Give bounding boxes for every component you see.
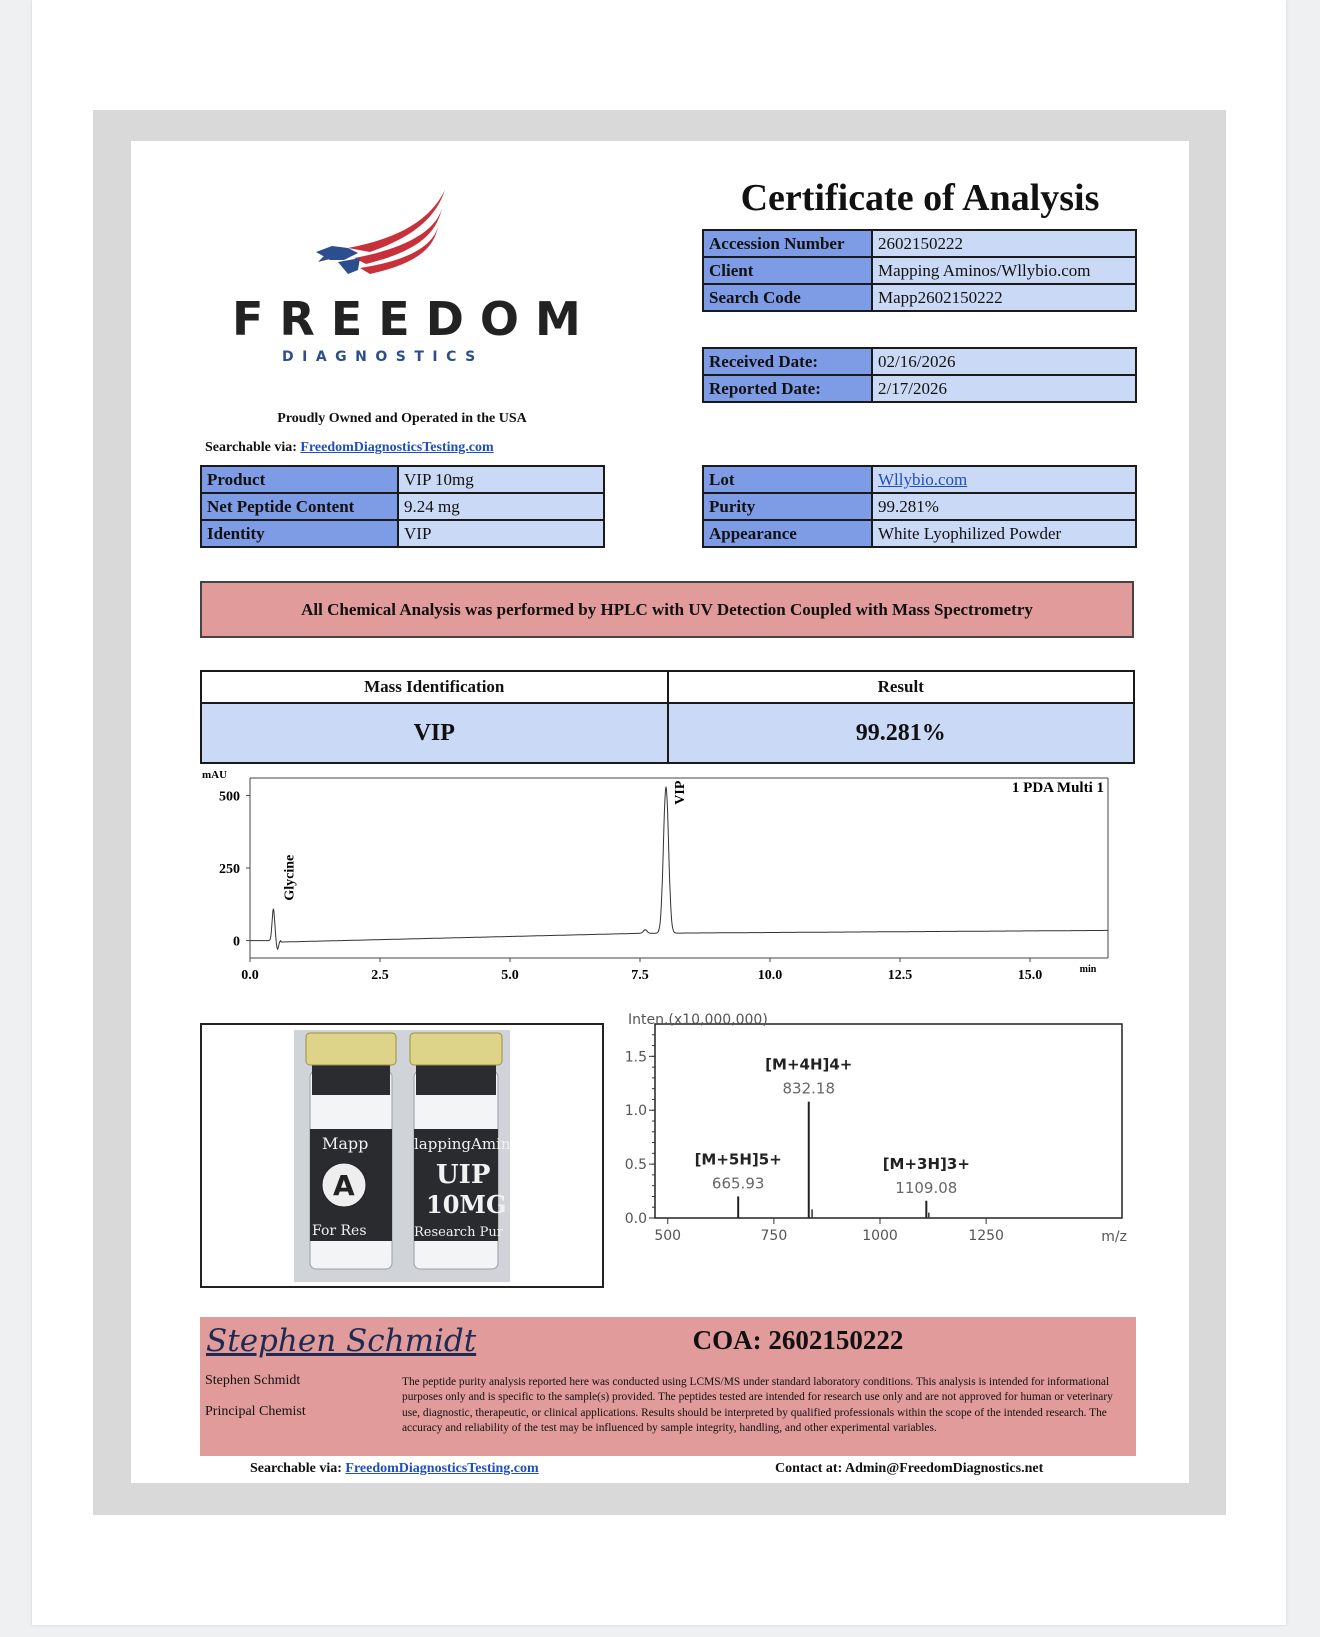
searchable-header — [205, 440, 494, 456]
chemist-name: Stephen Schmidt — [205, 1373, 301, 1388]
x-tick-label: 10.0 — [757, 968, 783, 983]
coa-number: COA: 2602150222 — [692, 1325, 904, 1355]
product-table — [200, 465, 605, 548]
table-row — [703, 520, 1136, 547]
peak-mz-label: 832.18 — [782, 1079, 836, 1098]
footer-searchable — [250, 1461, 539, 1477]
x-axis-label: min — [1079, 964, 1097, 975]
lot-table — [702, 465, 1137, 548]
table-row — [201, 520, 604, 547]
peak-label: Glycine — [282, 854, 298, 901]
peak-mz-label: 1109.08 — [895, 1178, 958, 1197]
result-header: Result — [668, 671, 1135, 703]
method-banner: All Chemical Analysis was performed by HPLC with UV Detection Coupled with Mass Spectrometry — [200, 581, 1134, 638]
table-key: Product — [201, 466, 398, 493]
vial-label-dose: 10MG — [426, 1190, 507, 1219]
table-key: Appearance — [703, 520, 872, 547]
result-table — [200, 670, 1135, 764]
logo-wordmark: FREEDOM — [232, 292, 597, 346]
table-value: VIP 10mg — [398, 466, 604, 493]
table-key: Received Date: — [703, 348, 872, 375]
table-value: White Lyophilized Powder — [872, 520, 1136, 547]
mass-identification-header: Mass Identification — [201, 671, 668, 703]
table-value: 02/16/2026 — [872, 348, 1136, 375]
footer-contact: Contact at: Admin@FreedomDiagnostics.net — [775, 1461, 1044, 1476]
table-key: Accession Number — [703, 230, 872, 257]
vial-label-brand: Mapp — [322, 1134, 369, 1153]
y-tick-label: 1.0 — [624, 1103, 647, 1120]
dates-table — [702, 347, 1137, 403]
peak-ion-label: [M+5H]5+ — [694, 1150, 782, 1169]
table-value: 9.24 mg — [398, 493, 604, 520]
peak-ion-label: [M+4H]4+ — [765, 1055, 853, 1074]
table-value: 99.281% — [872, 493, 1136, 520]
table-value — [872, 466, 1136, 493]
page-title: Certificate of Analysis — [740, 177, 1100, 219]
x-tick-label: 12.5 — [887, 968, 913, 983]
footer-searchable-label: Searchable via: — [250, 1461, 342, 1476]
table-row — [201, 703, 1134, 763]
x-tick-label: 7.5 — [631, 968, 649, 983]
x-tick-label: 1250 — [968, 1228, 1004, 1244]
x-tick-label: 15.0 — [1017, 968, 1043, 983]
identity-value: VIP — [201, 703, 668, 763]
vial-photo — [200, 1023, 604, 1288]
vial-label-note: For Res — [312, 1223, 367, 1239]
peak-ion-label: [M+3H]3+ — [882, 1154, 970, 1173]
table-row — [201, 671, 1134, 703]
vial-label-name: UIP — [436, 1160, 491, 1190]
vial-logo-letter: A — [333, 1169, 355, 1202]
table-key: Client — [703, 257, 872, 284]
table-value: Mapp2602150222 — [872, 284, 1136, 311]
table-key: Purity — [703, 493, 872, 520]
logo-subtitle: DIAGNOSTICS — [282, 349, 484, 365]
y-axis-label: mAU — [202, 770, 228, 781]
table-value: VIP — [398, 520, 604, 547]
accession-table — [702, 229, 1137, 312]
vial-label-brand: lappingAmin — [414, 1135, 511, 1153]
peak-label: VIP — [673, 780, 688, 805]
y-tick-label: 0.5 — [624, 1157, 647, 1174]
hplc-chromatogram — [198, 770, 1118, 1005]
table-key: Search Code — [703, 284, 872, 311]
owned-text: Proudly Owned and Operated in the USA — [277, 411, 527, 426]
table-row — [201, 466, 604, 493]
table-row — [703, 230, 1136, 257]
table-value: 2602150222 — [872, 230, 1136, 257]
table-row — [703, 493, 1136, 520]
x-tick-label: 5.0 — [501, 968, 519, 983]
footer-searchable-link[interactable]: FreedomDiagnosticsTesting.com — [345, 1461, 539, 1476]
y-tick-label: 0 — [233, 934, 240, 950]
signature-box — [200, 1317, 1136, 1456]
table-row — [703, 257, 1136, 284]
vial-image — [202, 1025, 602, 1286]
table-value: 2/17/2026 — [872, 375, 1136, 402]
y-tick-label: 500 — [219, 789, 240, 805]
table-key: Lot — [703, 466, 872, 493]
table-row — [201, 493, 604, 520]
table-row — [703, 284, 1136, 311]
x-tick-label: 2.5 — [371, 968, 389, 983]
peak-mz-label: 665.93 — [711, 1174, 765, 1193]
y-tick-label: 0.0 — [624, 1211, 647, 1227]
signature-script: Stephen Schmidt — [206, 1323, 477, 1359]
x-tick-label: 750 — [760, 1228, 788, 1244]
vial-label-note: Research Pur — [414, 1225, 503, 1240]
disclaimer-text: The peptide purity analysis reported here was conducted using LCMS/MS under standard laboratory conditions. This analysis is intended for informational purposes only and is specific to the sample(s) provided. The peptides tested are intended for research use only and are not approved for human or veterinary use, diagnostic, therapeutic, or clinical applications. Results should be interpreted by qualified professionals within the scope of the intended research. The accuracy and reliability of the test may be influenced by sample integrity, handling, and other experimental variables. — [402, 1376, 1113, 1434]
y-tick-label: 250 — [219, 862, 240, 877]
chromatogram-trace — [250, 787, 1108, 949]
table-value: Mapping Aminos/Wllybio.com — [872, 257, 1136, 284]
table-row — [703, 466, 1136, 493]
x-tick-label: 500 — [654, 1228, 682, 1244]
searchable-label: Searchable via: — [205, 440, 297, 455]
x-axis-label: m/z — [1101, 1229, 1127, 1245]
x-tick-label: 0.0 — [241, 968, 259, 983]
table-key: Reported Date: — [703, 375, 872, 402]
y-tick-label: 1.5 — [624, 1049, 647, 1066]
chemist-role: Principal Chemist — [205, 1404, 306, 1419]
mass-spectrum-chart — [615, 1012, 1135, 1302]
x-tick-label: 1000 — [862, 1228, 898, 1244]
searchable-link[interactable]: FreedomDiagnosticsTesting.com — [300, 440, 494, 455]
chart-legend: 1 PDA Multi 1 — [1011, 780, 1104, 796]
table-row — [703, 375, 1136, 402]
table-key: Net Peptide Content — [201, 493, 398, 520]
purity-value: 99.281% — [668, 703, 1135, 763]
lot-link[interactable]: Wllybio.com — [878, 470, 968, 489]
table-row — [703, 348, 1136, 375]
table-key: Identity — [201, 520, 398, 547]
y-axis-label: Inten.(x10,000,000) — [628, 1012, 768, 1028]
